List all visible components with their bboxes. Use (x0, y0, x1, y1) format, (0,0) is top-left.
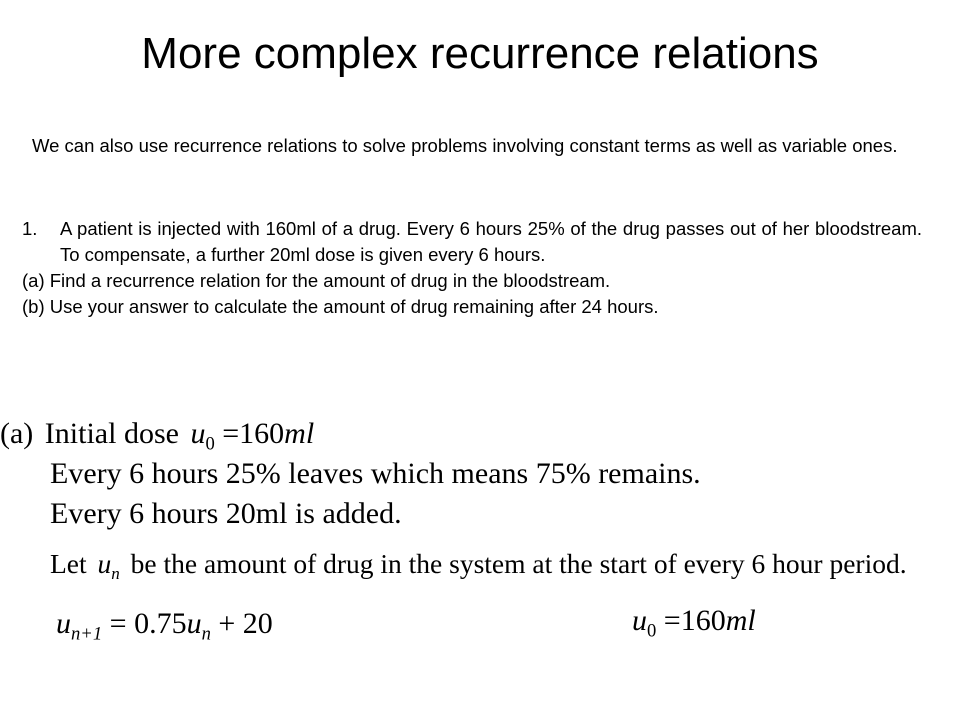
let-description: be the amount of drug in the system at the start of every 6 hour period. (130, 548, 907, 579)
problem-block (22, 216, 922, 320)
math-sub-zero: 0 (205, 433, 215, 455)
math-var-u: u (190, 417, 206, 450)
intro-paragraph: We can also use recurrence relations to solve problems involving constant terms as well as variable ones. (32, 135, 898, 156)
math-var-u0: u (632, 604, 647, 637)
math-var-un: u (97, 548, 112, 579)
problem-statement (22, 216, 922, 268)
solution-let-definition (50, 546, 907, 592)
math-var-u-next: u (56, 607, 71, 640)
math-sub-n-current: n (201, 623, 211, 645)
math-init-unit: ml (725, 604, 756, 637)
math-sub-zero-2: 0 (647, 620, 657, 642)
solution-part-label: (a) (0, 417, 34, 450)
math-sub-n-plus-1: n+1 (71, 623, 103, 645)
initial-dose-label: Initial dose (44, 417, 179, 450)
initial-condition (632, 603, 756, 650)
math-rhs-constant: + 20 (218, 607, 273, 640)
solution-line-added: Every 6 hours 20ml is added. (50, 497, 402, 530)
math-init-equals: =160 (663, 604, 726, 637)
problem-part-a: (a) Find a recurrence relation for the amount of drug in the bloodstream. (22, 270, 611, 291)
problem-text: A patient is injected with 160ml of a drug. Every 6 hours 25% of the drug passes out of her bloodstream. To compensate, a further 20ml dose is given every 6 hours. (60, 218, 922, 265)
solution-line-percent: Every 6 hours 25% leaves which means 75% remains. (50, 457, 701, 490)
problem-number: 1. (22, 218, 38, 239)
slide-title: More complex recurrence relations (141, 29, 819, 78)
let-label: Let (50, 548, 87, 579)
math-var-u-current: u (186, 607, 202, 640)
problem-part-b: (b) Use your answer to calculate the amount of drug remaining after 24 hours. (22, 296, 659, 317)
math-equals-160: =160 (222, 417, 285, 450)
math-sub-n: n (111, 563, 120, 583)
math-unit-ml: ml (284, 417, 315, 450)
math-rhs-coefficient: = 0.75 (109, 607, 187, 640)
recurrence-relation (56, 606, 273, 653)
